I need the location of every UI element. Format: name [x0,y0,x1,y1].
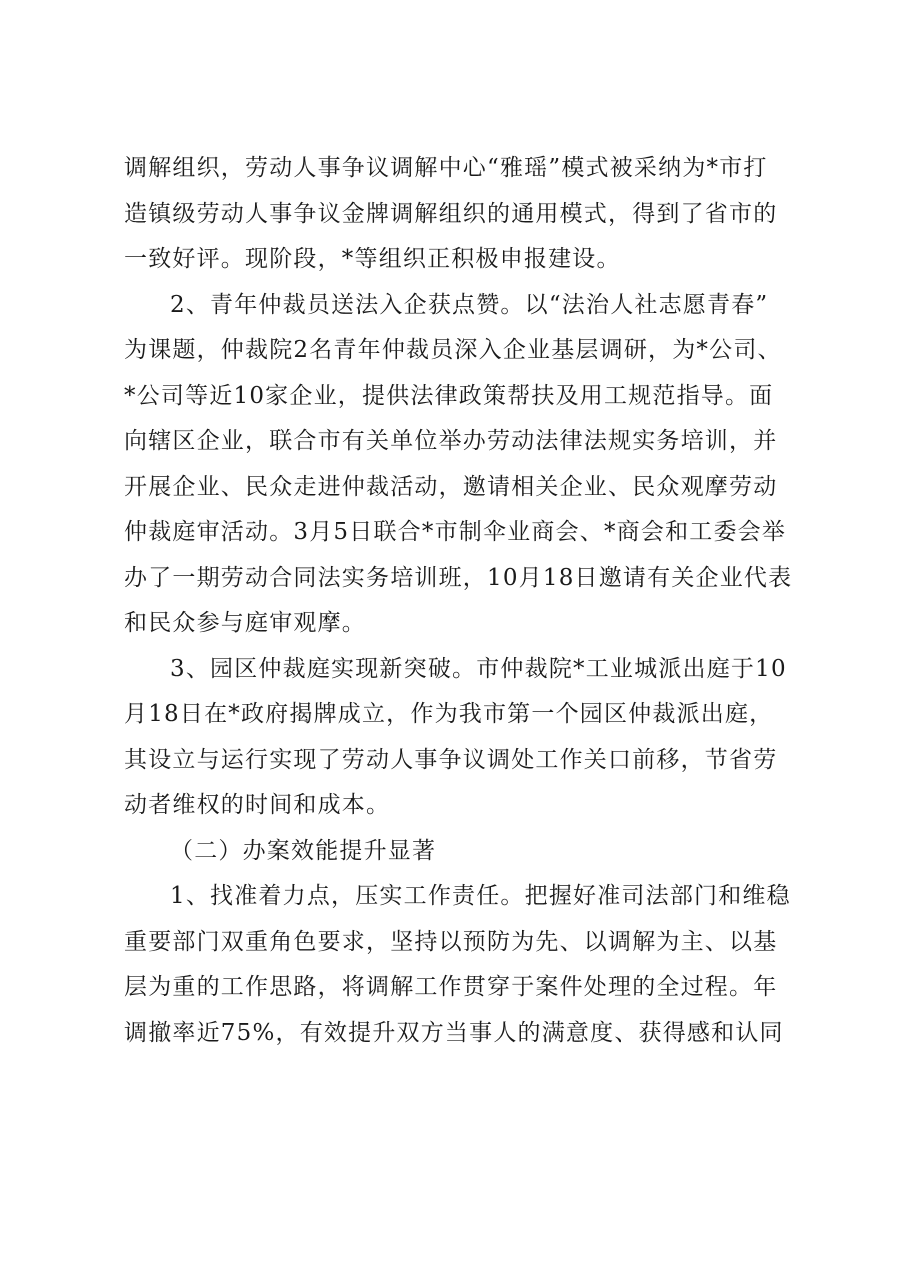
text-line: 为课题，仲裁院2名青年仲裁员深入企业基层调研，为*公司、 [124,337,782,363]
text-line: 开展企业、民众走进仲裁活动，邀请相关企业、民众观摩劳动 [124,473,778,500]
paragraph-item-1 [124,874,792,1056]
text-line: 仲裁庭审活动。3月5日联合*市制伞业商会、*商会和工委会举 [124,519,787,545]
text-line: 月18日在*政府揭牌成立，作为我市第一个园区仲裁派出庭， [124,701,774,727]
text-line: 调解组织，劳动人事争议调解中心“雅瑶”模式被采纳为*市打 [124,155,768,181]
text-line: 调撤率近75%，有效提升双方当事人的满意度、获得感和认同 [124,1019,784,1046]
text-line: 层为重的工作思路，将调解工作贯穿于案件处理的全过程。年 [124,974,778,1000]
text-line: 和民众参与庭审观摩。 [124,610,366,636]
text-line: 3、园区仲裁庭实现新突破。市仲裁院*工业城派出庭于10 [170,655,787,682]
text-line: 2、青年仲裁员送法入企获点赞。以“法治人社志愿青春” [170,291,769,318]
text-line: 办了一期劳动合同法实务培训班，10月18日邀请有关企业代表 [124,564,793,591]
text-line: 重要部门双重角色要求，坚持以预防为先、以调解为主、以基 [124,928,778,955]
text-line: 1、找准着力点，压实工作责任。把握好准司法部门和维稳 [170,883,791,909]
paragraph-continuation [124,146,792,283]
text-line: *公司等近10家企业，提供法律政策帮扶及用工规范指导。面 [124,382,774,409]
heading-line: （二）办案效能提升显著 [170,837,437,864]
document-body [124,146,792,1056]
paragraph-item-3 [124,647,792,829]
text-line: 其设立与运行实现了劳动人事争议调处工作关口前移，节省劳 [124,746,778,773]
section-heading [124,829,792,875]
text-line: 向辖区企业，联合市有关单位举办劳动法律法规实务培训，并 [124,428,778,454]
text-line: 动者维权的时间和成本。 [124,792,391,818]
text-line: 一致好评。现阶段，*等组织正积极申报建设。 [124,246,621,272]
text-line: 造镇级劳动人事争议金牌调解组织的通用模式，得到了省市的 [124,200,778,227]
paragraph-item-2 [124,283,792,647]
